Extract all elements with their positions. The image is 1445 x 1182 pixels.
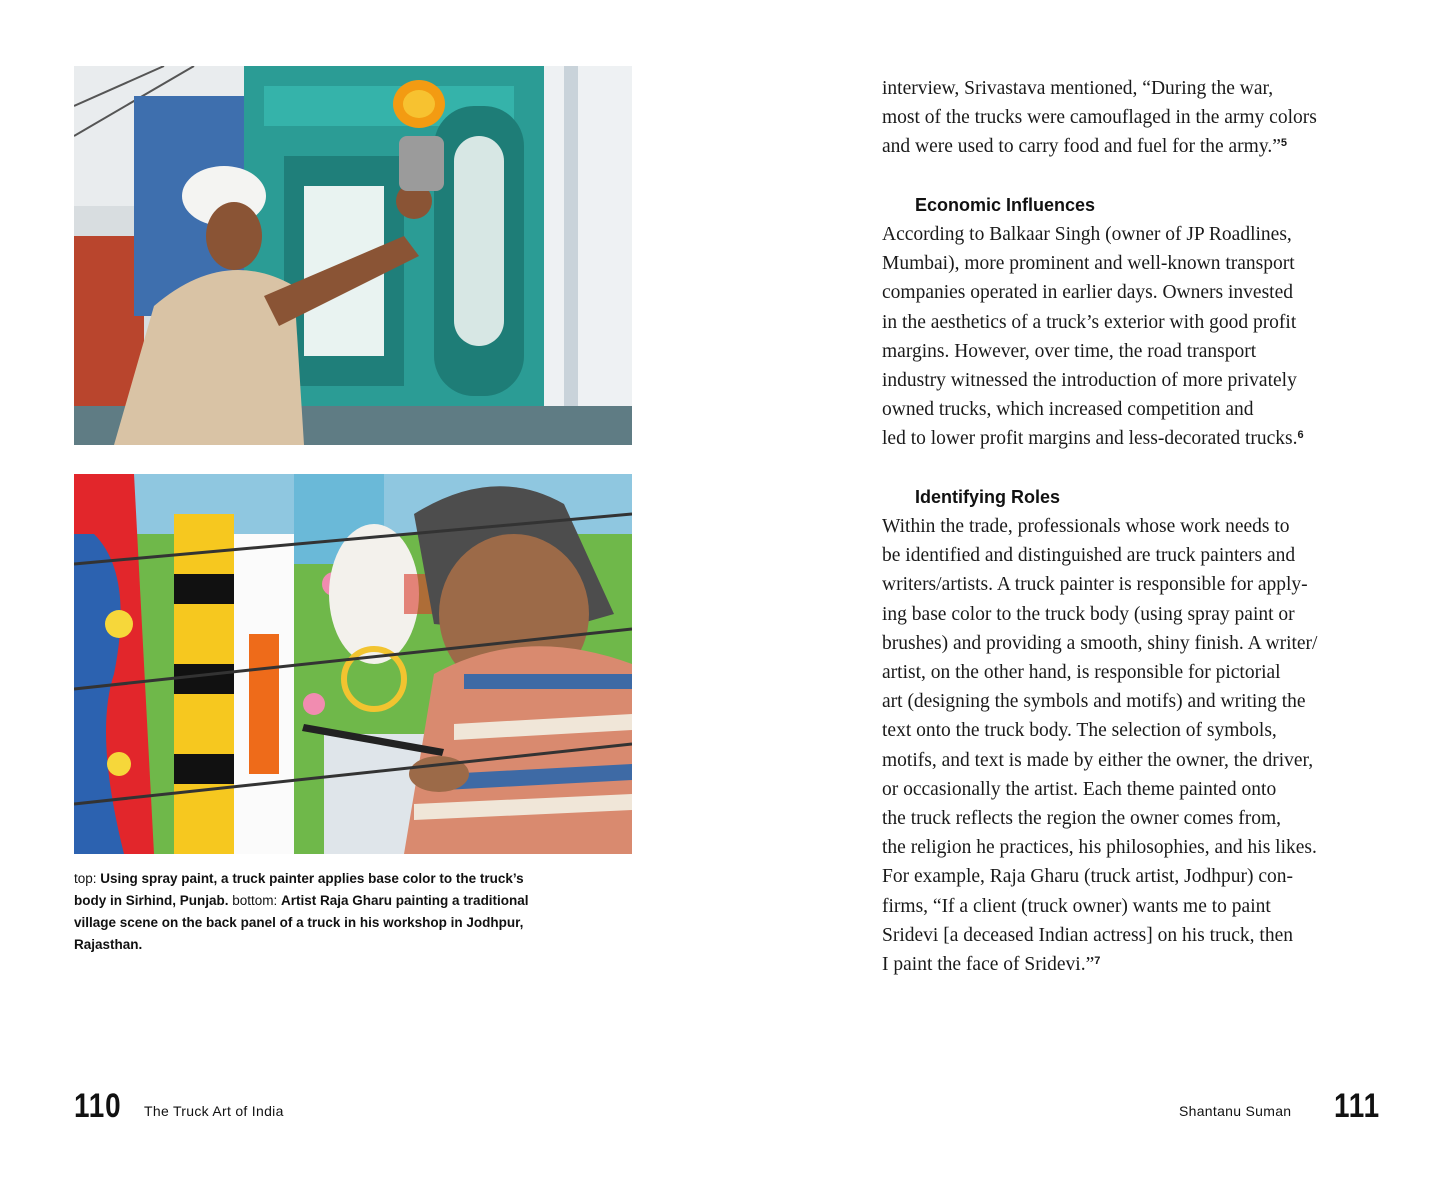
- caption-top-text: Using spray paint, a truck painter applies base color to the truck’s body in Sirhind, Punjab.: [74, 871, 524, 908]
- photo-artist-painting-image: [74, 474, 632, 854]
- body-line: margins. However, over time, the road transport: [882, 340, 1257, 362]
- body-line: owned trucks, which increased competition and: [882, 399, 1254, 421]
- body-line: the truck reflects the region the owner comes from,: [882, 808, 1282, 830]
- footnote-ref-6[interactable]: 6: [1297, 429, 1304, 442]
- body-line: or occasionally the artist. Each theme painted onto: [882, 778, 1277, 800]
- body-line: industry witnessed the introduction of more privately: [882, 370, 1297, 392]
- section-heading-economic-influences: Economic Influences: [915, 194, 1096, 215]
- body-line: brushes) and providing a smooth, shiny finish. A writer/: [882, 632, 1318, 654]
- running-title: The Truck Art of India: [144, 1103, 284, 1119]
- body-line: companies operated in earlier days. Owners invested: [882, 282, 1293, 304]
- photo-caption: [74, 868, 554, 956]
- page-number-right: 111: [1334, 1087, 1380, 1125]
- body-line: firms, “If a client (truck owner) wants me to paint: [882, 895, 1271, 917]
- body-line: Mumbai), more prominent and well-known transport: [882, 253, 1295, 275]
- photo-spray-painter: [74, 66, 632, 445]
- body-line: [882, 132, 1382, 161]
- body-line: Sridevi [a deceased Indian actress] on his truck, then: [882, 924, 1293, 946]
- body-line-text: I paint the face of Sridevi.”: [882, 954, 1095, 976]
- section-heading-identifying-roles: Identifying Roles: [915, 486, 1061, 507]
- caption-bottom-text: Artist Raja Gharu painting a traditional village scene on the back panel of a truck in his workshop in Jodhpur, Rajasthan.: [74, 893, 529, 952]
- page-number-left: 110: [74, 1087, 122, 1125]
- body-line: the religion he practices, his philosophies, and his likes.: [882, 837, 1317, 859]
- body-line: [882, 424, 1382, 453]
- body-line: artist, on the other hand, is responsible for pictorial: [882, 662, 1281, 684]
- body-line: ing base color to the truck body (using spray paint or: [882, 603, 1295, 625]
- body-line: be identified and distinguished are truck painters and: [882, 545, 1296, 567]
- footnote-ref-5[interactable]: 5: [1280, 137, 1287, 150]
- body-line: writers/artists. A truck painter is responsible for apply-: [882, 574, 1308, 596]
- body-line: art (designing the symbols and motifs) and writing the: [882, 691, 1306, 713]
- body-line-text: led to lower profit margins and less-decorated trucks.: [882, 428, 1298, 450]
- body-line: interview, Srivastava mentioned, “During the war,: [882, 78, 1274, 99]
- body-line-text: and were used to carry food and fuel for the army.”: [882, 136, 1281, 158]
- paragraph-gap: [882, 162, 1382, 191]
- body-line: most of the trucks were camouflaged in the army colors: [882, 107, 1317, 129]
- photo-artist-painting: [74, 474, 632, 854]
- body-line: For example, Raja Gharu (truck artist, Jodhpur) con-: [882, 866, 1294, 888]
- caption-top-lead: top:: [74, 871, 101, 886]
- body-line: text onto the truck body. The selection of symbols,: [882, 720, 1277, 742]
- body-line: [882, 950, 1382, 979]
- caption-bottom-lead: bottom:: [228, 893, 282, 908]
- running-author: Shantanu Suman: [1179, 1103, 1292, 1119]
- footnote-ref-7[interactable]: 7: [1094, 955, 1101, 968]
- body-line: Within the trade, professionals whose work needs to: [882, 516, 1290, 538]
- body-line: in the aesthetics of a truck’s exterior with good profit: [882, 311, 1297, 333]
- paragraph-gap: [882, 454, 1382, 483]
- body-line: According to Balkaar Singh (owner of JP Roadlines,: [882, 224, 1292, 245]
- photo-spray-painter-image: [74, 66, 632, 445]
- body-text-column: [882, 74, 1382, 979]
- body-line: motifs, and text is made by either the owner, the driver,: [882, 749, 1314, 771]
